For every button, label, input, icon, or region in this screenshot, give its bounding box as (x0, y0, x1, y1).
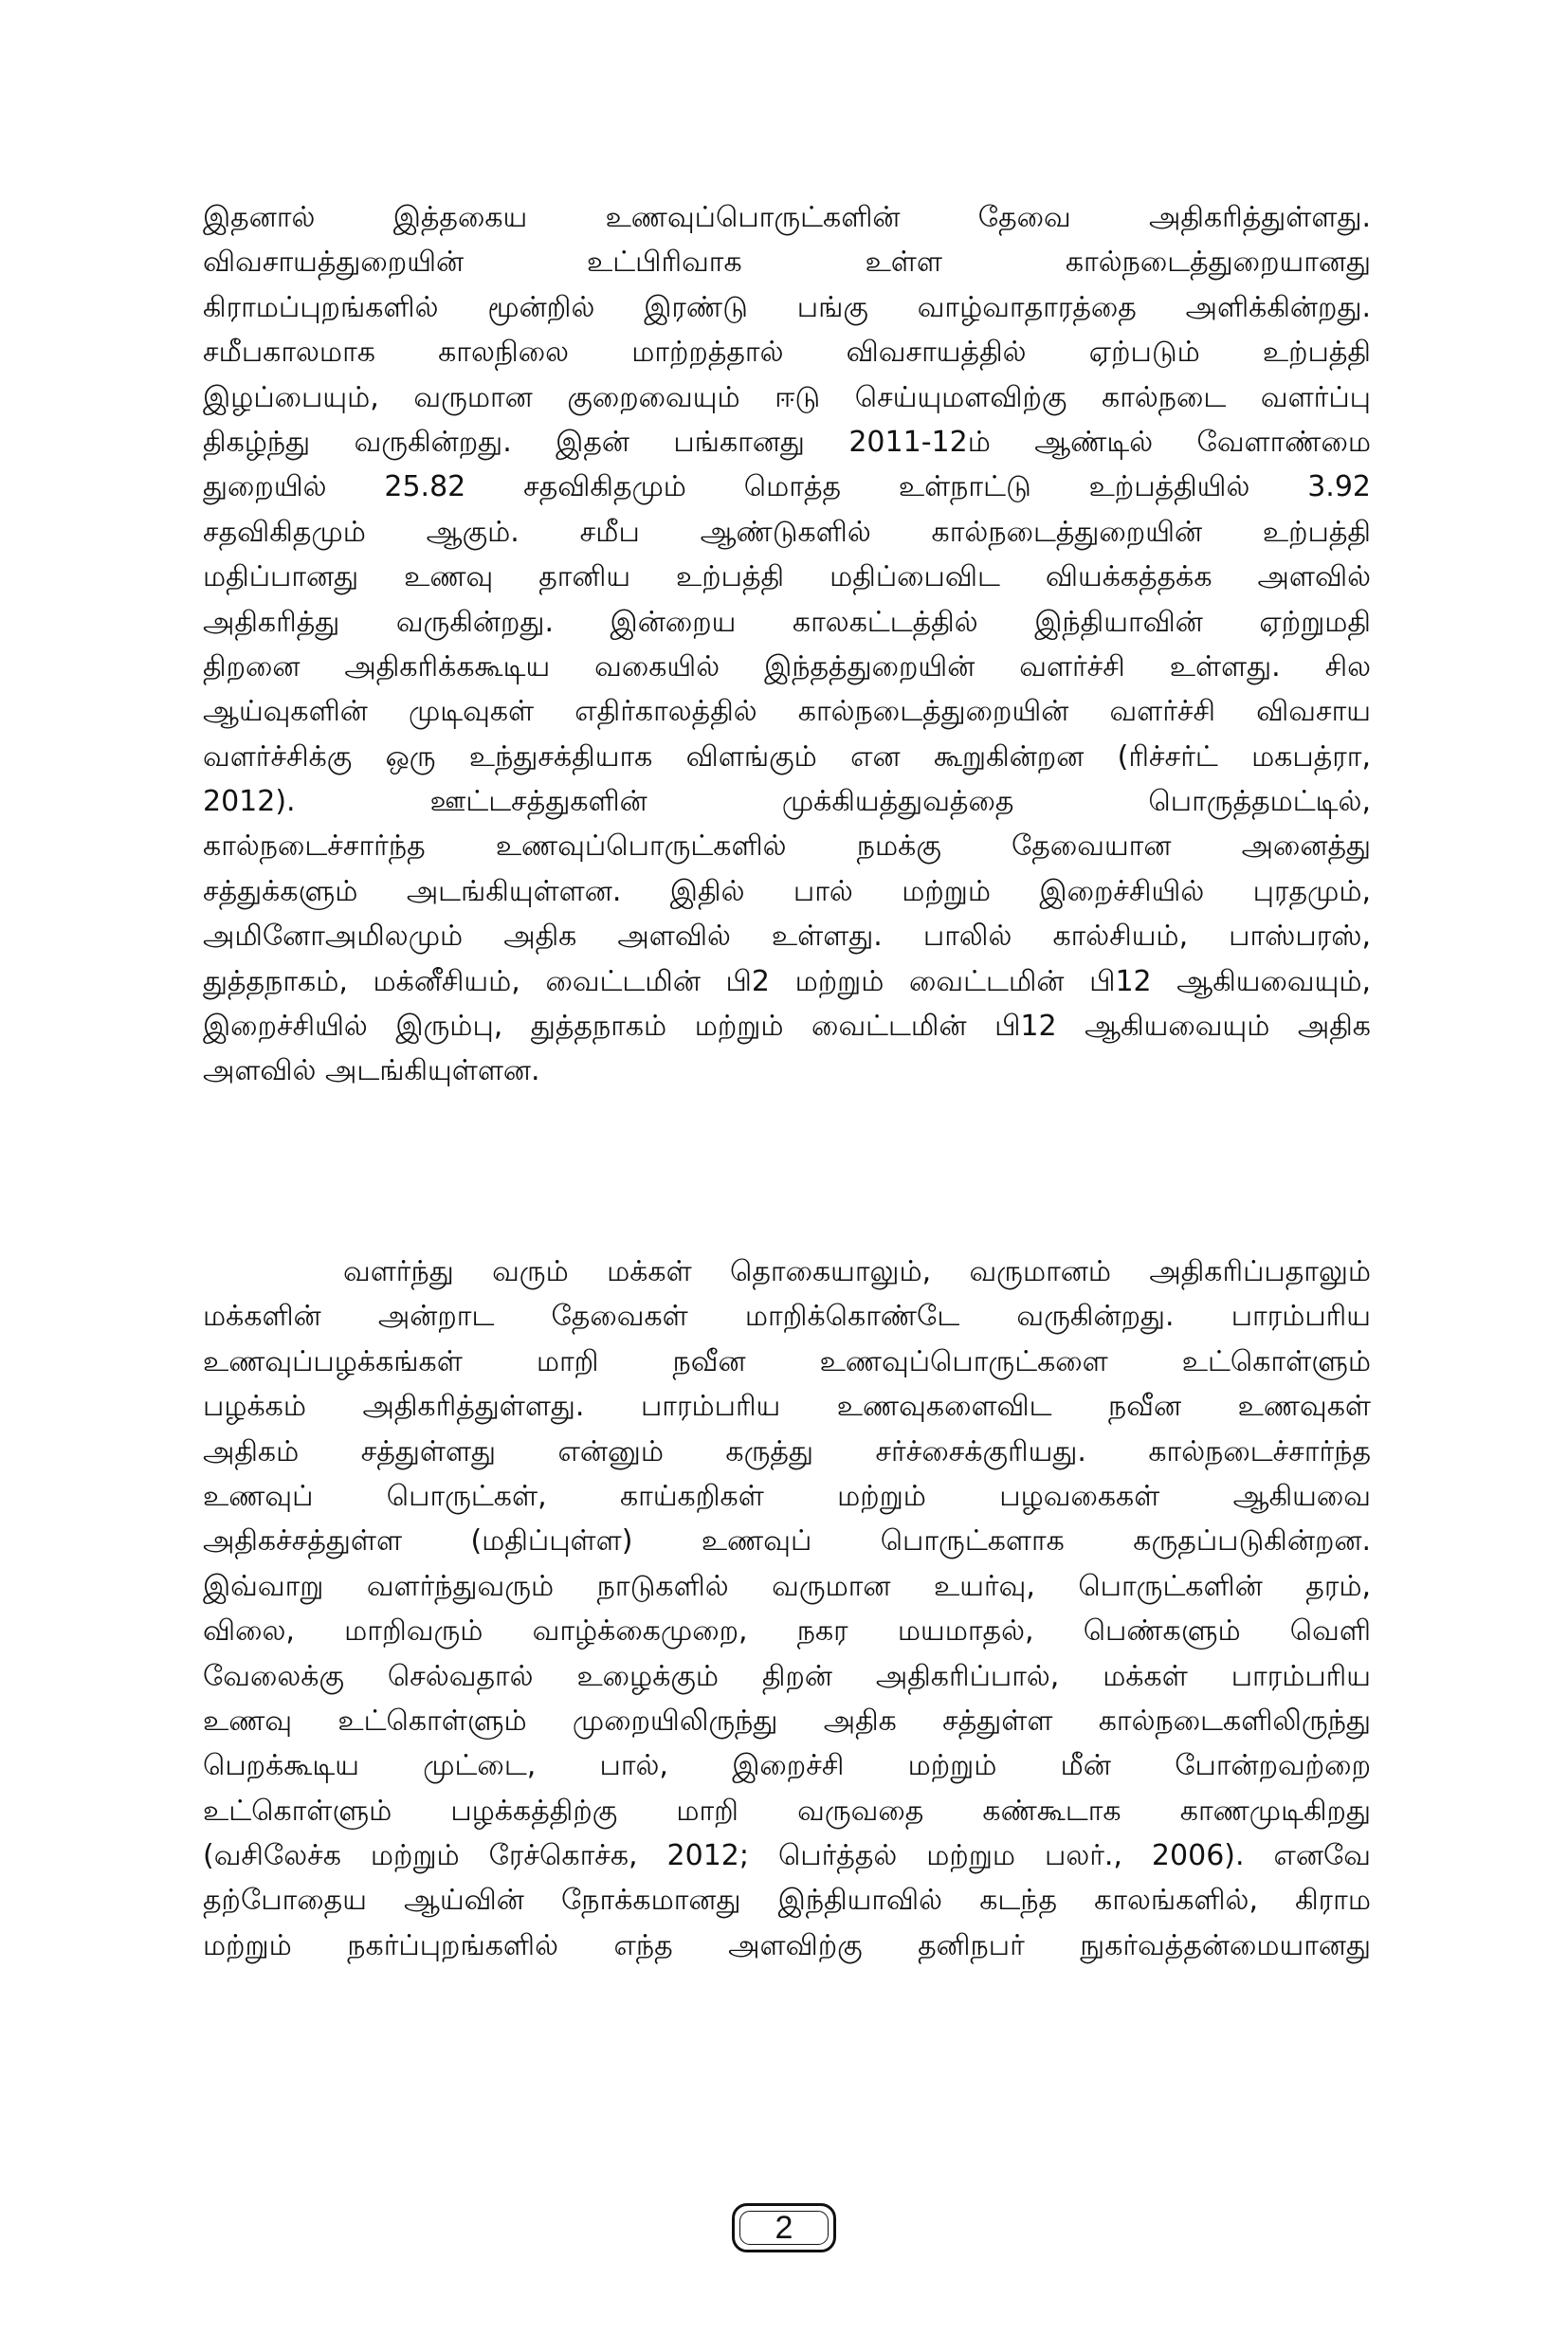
text-line: துறையில் 25.82 சதவிகிதமும் மொத்த உள்நாட்டு உற்பத்தியில் 3.92 (203, 470, 1371, 504)
text-line: விவசாயத்துறையின் உட்பிரிவாக உள்ள கால்நடைத்துறையானது (203, 246, 1371, 280)
text-line: திகழ்ந்து வருகின்றது. இதன் பங்கானது 2011-12ம் ஆண்டில் வேளாண்மை (203, 425, 1371, 459)
text-line: அதிகம் சத்துள்ளது என்னும் கருத்து சர்ச்சைக்குரியது. கால்நடைச்சார்ந்த (203, 1434, 1371, 1468)
text-line: 2012). ஊட்டசத்துகளின் முக்கியத்துவத்தை பொருத்தமட்டில், (203, 785, 1371, 819)
text-line: மக்களின் அன்றாட தேவைகள் மாறிக்கொண்டே வருகின்றது. பாரம்பரிய (203, 1300, 1371, 1334)
text-line: பெறக்கூடிய முட்டை, பால், இறைச்சி மற்றும் மீன் போன்றவற்றை (203, 1749, 1371, 1783)
text-line: சதவிகிதமும் ஆகும். சமீப ஆண்டுகளில் கால்நடைத்துறையின் உற்பத்தி (203, 515, 1371, 549)
page-number: 2 (775, 2210, 793, 2246)
text-line: இவ்வாறு வளர்ந்துவரும் நாடுகளில் வருமான உயர்வு, பொருட்களின் தரம், (203, 1569, 1371, 1603)
text-line: துத்தநாகம், மக்னீசியம், வைட்டமின் பி2 மற்றும் வைட்டமின் பி12 ஆகியவையும், (203, 964, 1371, 998)
text-line: மதிப்பானது உணவு தானிய உற்பத்தி மதிப்பைவிட வியக்கத்தக்க அளவில் (203, 560, 1371, 594)
text-line: இதனால் இத்தகைய உணவுப்பொருட்களின் தேவை அதிகரித்துள்ளது. (203, 201, 1371, 234)
text-line: உணவுப்பழக்கங்கள் மாறி நவீன உணவுப்பொருட்களை உட்கொள்ளும் (203, 1344, 1371, 1378)
text-line: இழப்பையும், வருமான குறைவையும் ஈடு செய்யுமளவிற்கு கால்நடை வளர்ப்பு (203, 380, 1371, 414)
text-line: திறனை அதிகரிக்ககூடிய வகையில் இந்தத்துறையின் வளர்ச்சி உள்ளது. சில (203, 649, 1371, 684)
page-number-frame (732, 2203, 836, 2252)
text-line: பழக்கம் அதிகரித்துள்ளது. பாரம்பரிய உணவுகளைவிட நவீன உணவுகள் (203, 1390, 1371, 1424)
text-line: கிராமப்புறங்களில் மூன்றில் இரண்டு பங்கு வாழ்வாதாரத்தை அளிக்கின்றது. (203, 290, 1371, 324)
text-line: ஆய்வுகளின் முடிவுகள் எதிர்காலத்தில் கால்நடைத்துறையின் வளர்ச்சி விவசாய (203, 695, 1371, 729)
text-line: சமீபகாலமாக காலநிலை மாற்றத்தால் விவசாயத்தில் ஏற்படும் உற்பத்தி (203, 336, 1371, 370)
text-line: அதிகச்சத்துள்ள (மதிப்புள்ள) உணவுப் பொருட்களாக கருதப்படுகின்றன. (203, 1524, 1371, 1559)
text-line: (வசிலேச்க மற்றும் ரேச்கொச்க, 2012; பெர்த்தல் மற்றும பலர்., 2006). எனவே (203, 1839, 1371, 1873)
text-line: உட்கொள்ளும் பழக்கத்திற்கு மாறி வருவதை கண்கூடாக காணமுடிகிறது (203, 1794, 1371, 1828)
text-line: உணவு உட்கொள்ளும் முறையிலிருந்து அதிக சத்துள்ள கால்நடைகளிலிருந்து (203, 1704, 1371, 1738)
paragraph-2 (203, 1249, 1371, 1968)
text-line: வளர்ந்து வரும் மக்கள் தொகையாலும், வருமானம் அதிகரிப்பதாலும் (343, 1255, 1371, 1288)
paragraph-1 (203, 195, 1371, 1094)
text-line: தற்போதைய ஆய்வின் நோக்கமானது இந்தியாவில் கடந்த காலங்களில், கிராம (203, 1884, 1371, 1918)
text-line: அமினோஅமிலமும் அதிக அளவில் உள்ளது. பாலில் கால்சியம், பாஸ்பரஸ், (203, 920, 1371, 954)
text-line: உணவுப் பொருட்கள், காய்கறிகள் மற்றும் பழவகைகள் ஆகியவை (203, 1479, 1371, 1513)
text-line: சத்துக்களும் அடங்கியுள்ளன. இதில் பால் மற்றும் இறைச்சியில் புரதமும், (203, 874, 1371, 908)
text-line: வேலைக்கு செல்வதால் உழைக்கும் திறன் அதிகரிப்பால், மக்கள் பாரம்பரிய (203, 1659, 1371, 1693)
text-line: விலை, மாறிவரும் வாழ்க்கைமுறை, நகர மயமாதல், பெண்களும் வெளி (203, 1614, 1371, 1649)
text-line: அளவில் அடங்கியுள்ளன. (203, 1054, 540, 1088)
text-line: மற்றும் நகர்ப்புறங்களில் எந்த அளவிற்கு தனிநபர் நுகர்வத்தன்மையானது (203, 1928, 1371, 1962)
text-line: வளர்ச்சிக்கு ஒரு உந்துசக்தியாக விளங்கும் என கூறுகின்றன (ரிச்சர்ட் மகபத்ரா, (203, 739, 1371, 774)
text-line: அதிகரித்து வருகின்றது. இன்றைய காலகட்டத்தில் இந்தியாவின் ஏற்றுமதி (203, 605, 1371, 639)
text-line: கால்நடைச்சார்ந்த உணவுப்பொருட்களில் நமக்கு தேவையான அனைத்து (203, 830, 1371, 864)
text-line: இறைச்சியில் இரும்பு, துத்தநாகம் மற்றும் வைட்டமின் பி12 ஆகியவையும் அதிக (203, 1010, 1371, 1044)
